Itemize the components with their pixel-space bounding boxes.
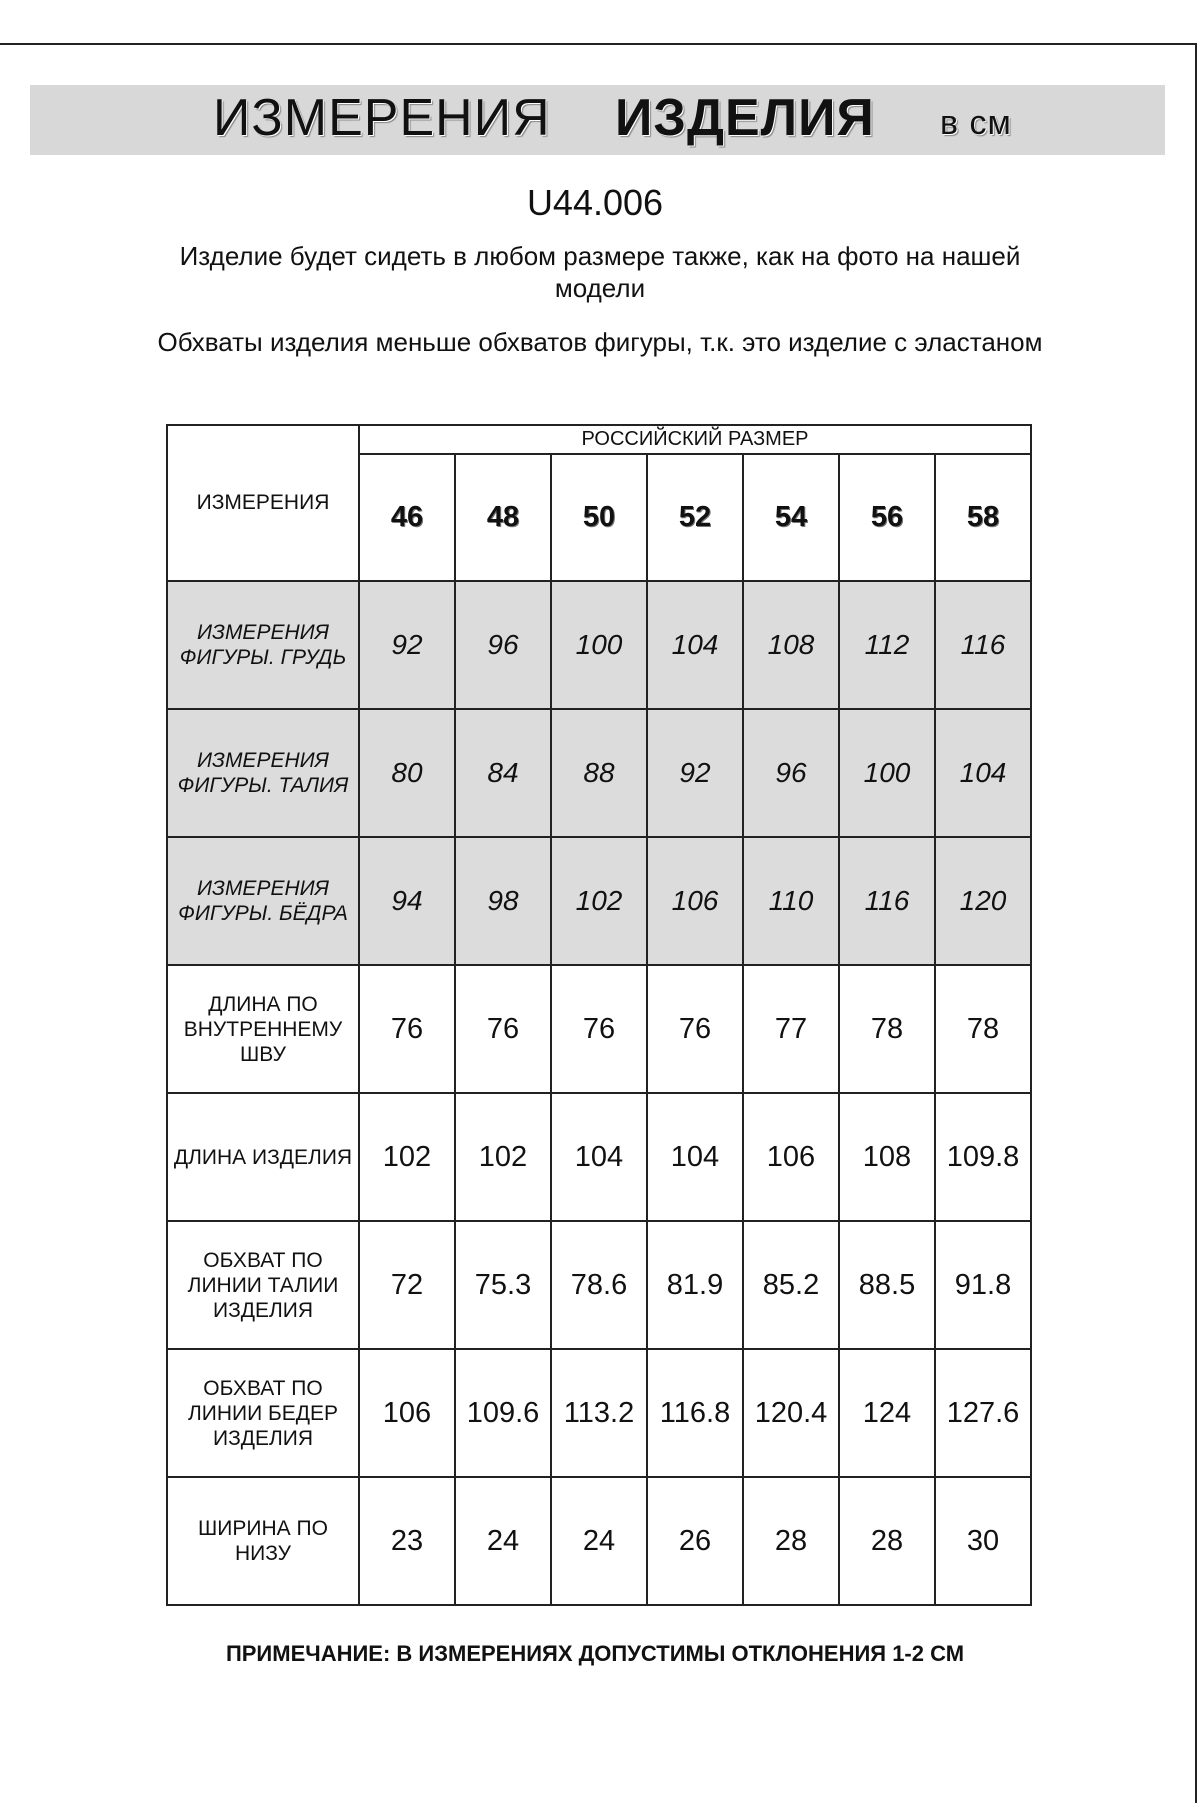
- row-label: ШИРИНА ПО НИЗУ: [167, 1477, 359, 1605]
- row-label: ОБХВАТ ПО ЛИНИИ БЕДЕР ИЗДЕЛИЯ: [167, 1349, 359, 1477]
- russian-size-header: РОССИЙСКИЙ РАЗМЕР: [359, 425, 1031, 454]
- value-cell: 104: [647, 581, 743, 709]
- value-cell: 24: [551, 1477, 647, 1605]
- value-cell: 78: [935, 965, 1031, 1093]
- value-cell: 28: [743, 1477, 839, 1605]
- value-cell: 92: [359, 581, 455, 709]
- value-cell: 85.2: [743, 1221, 839, 1349]
- value-cell: 80: [359, 709, 455, 837]
- value-cell: 78: [839, 965, 935, 1093]
- title-product: ИЗДЕЛИЯ: [615, 89, 875, 147]
- table-row: [167, 581, 1031, 709]
- value-cell: 76: [647, 965, 743, 1093]
- value-cell: 76: [455, 965, 551, 1093]
- title-unit: в см: [940, 104, 1012, 142]
- tolerance-note: ПРИМЕЧАНИЕ: В ИЗМЕРЕНИЯХ ДОПУСТИМЫ ОТКЛОНЕНИЯ 1-2 СМ: [225, 1641, 965, 1666]
- table-row: [167, 965, 1031, 1093]
- value-cell: 77: [743, 965, 839, 1093]
- size-cell: 58: [935, 454, 1031, 581]
- value-cell: 92: [647, 709, 743, 837]
- row-label: ДЛИНА ПО ВНУТРЕННЕМУ ШВУ: [167, 965, 359, 1093]
- table-row: [167, 1349, 1031, 1477]
- value-cell: 96: [455, 581, 551, 709]
- size-cell: 48: [455, 454, 551, 581]
- value-cell: 30: [935, 1477, 1031, 1605]
- value-cell: 26: [647, 1477, 743, 1605]
- value-cell: 102: [455, 1093, 551, 1221]
- value-cell: 112: [839, 581, 935, 709]
- size-cell: 54: [743, 454, 839, 581]
- table-header-row: [167, 425, 1031, 454]
- size-cell: 52: [647, 454, 743, 581]
- value-cell: 120: [935, 837, 1031, 965]
- value-cell: 100: [839, 709, 935, 837]
- size-cell: 46: [359, 454, 455, 581]
- value-cell: 127.6: [935, 1349, 1031, 1477]
- value-cell: 120.4: [743, 1349, 839, 1477]
- value-cell: 88: [551, 709, 647, 837]
- fit-note: Изделие будет сидеть в любом размере также, как на фото на нашей модели: [179, 241, 1021, 303]
- value-cell: 116: [839, 837, 935, 965]
- value-cell: 84: [455, 709, 551, 837]
- value-cell: 106: [743, 1093, 839, 1221]
- size-table: [166, 424, 1032, 1606]
- row-label: ДЛИНА ИЗДЕЛИЯ: [167, 1093, 359, 1221]
- table-row: [167, 709, 1031, 837]
- row-label: ОБХВАТ ПО ЛИНИИ ТАЛИИ ИЗДЕЛИЯ: [167, 1221, 359, 1349]
- measurements-header: ИЗМЕРЕНИЯ: [167, 425, 359, 581]
- table-row: [167, 837, 1031, 965]
- value-cell: 96: [743, 709, 839, 837]
- value-cell: 76: [359, 965, 455, 1093]
- value-cell: 88.5: [839, 1221, 935, 1349]
- table-row: [167, 1477, 1031, 1605]
- value-cell: 104: [647, 1093, 743, 1221]
- value-cell: 94: [359, 837, 455, 965]
- value-cell: 72: [359, 1221, 455, 1349]
- value-cell: 81.9: [647, 1221, 743, 1349]
- value-cell: 106: [359, 1349, 455, 1477]
- value-cell: 116.8: [647, 1349, 743, 1477]
- table-row: [167, 1093, 1031, 1221]
- value-cell: 23: [359, 1477, 455, 1605]
- value-cell: 104: [935, 709, 1031, 837]
- value-cell: 109.8: [935, 1093, 1031, 1221]
- value-cell: 116: [935, 581, 1031, 709]
- value-cell: 110: [743, 837, 839, 965]
- value-cell: 75.3: [455, 1221, 551, 1349]
- value-cell: 108: [839, 1093, 935, 1221]
- value-cell: 102: [551, 837, 647, 965]
- value-cell: 104: [551, 1093, 647, 1221]
- value-cell: 28: [839, 1477, 935, 1605]
- row-label: ИЗМЕРЕНИЯ ФИГУРЫ. ГРУДЬ: [167, 581, 359, 709]
- row-label: ИЗМЕРЕНИЯ ФИГУРЫ. ТАЛИЯ: [167, 709, 359, 837]
- value-cell: 91.8: [935, 1221, 1031, 1349]
- value-cell: 24: [455, 1477, 551, 1605]
- table-row: [167, 1221, 1031, 1349]
- value-cell: 109.6: [455, 1349, 551, 1477]
- value-cell: 76: [551, 965, 647, 1093]
- size-cell: 56: [839, 454, 935, 581]
- value-cell: 124: [839, 1349, 935, 1477]
- value-cell: 102: [359, 1093, 455, 1221]
- value-cell: 78.6: [551, 1221, 647, 1349]
- value-cell: 108: [743, 581, 839, 709]
- value-cell: 100: [551, 581, 647, 709]
- value-cell: 98: [455, 837, 551, 965]
- elastane-note: Обхваты изделия меньше обхватов фигуры, т.к. это изделие с эластаном: [157, 327, 1043, 357]
- row-label: ИЗМЕРЕНИЯ ФИГУРЫ. БЁДРА: [167, 837, 359, 965]
- size-cell: 50: [551, 454, 647, 581]
- article-number: U44.006: [526, 182, 664, 223]
- title-measurements: ИЗМЕРЕНИЯ: [213, 89, 551, 147]
- value-cell: 113.2: [551, 1349, 647, 1477]
- value-cell: 106: [647, 837, 743, 965]
